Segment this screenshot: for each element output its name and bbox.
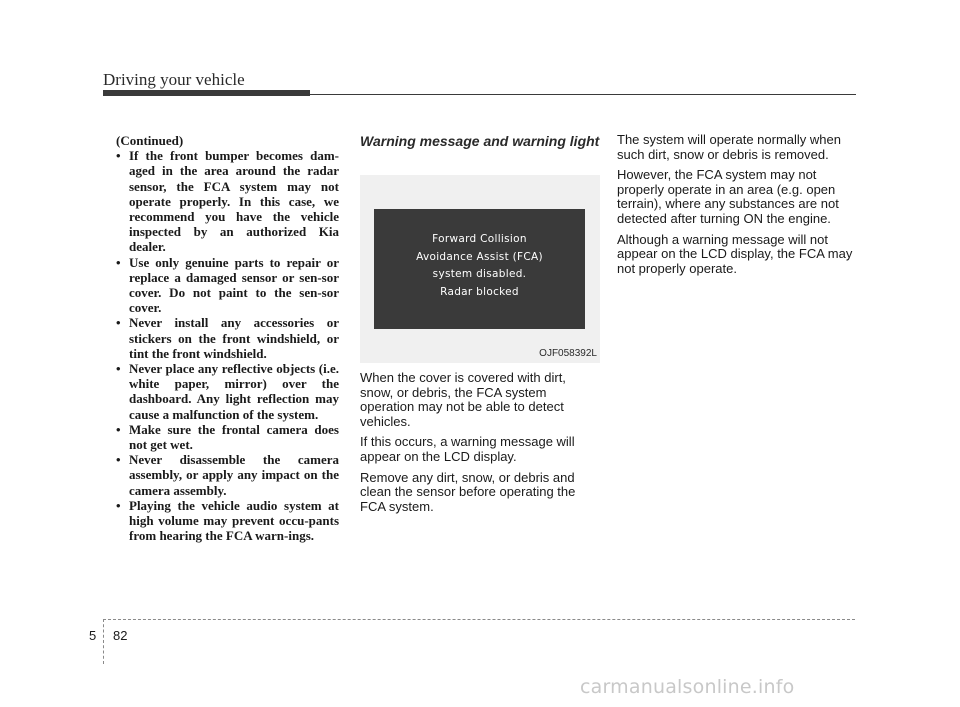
bullet-item: • Never install any accessories or stickers on the front windshield, or tint the front windshield. [116, 315, 339, 361]
caution-bullet-list [116, 148, 339, 543]
paragraph: Although a warning message will not appear on the LCD display, the FCA may not properly operate. [617, 231, 853, 276]
header-rule-thick [103, 90, 310, 96]
paragraph: When the cover is covered with dirt, snow, or debris, the FCA system operation may not be able to detect vehicles. [360, 370, 566, 429]
paragraph: However, the FCA system may not properly operate in an area (e.g. open terrain), where any substances are not detected after turning ON the engine. [617, 167, 839, 226]
left-column [116, 133, 339, 543]
page-number: 82 [113, 628, 128, 643]
bullet-item: • Never place any reflective objects (i.e. white paper, mirror) over the dashboard. Any light reflection may cause a malfunction of the system. [116, 361, 339, 422]
continued-label: (Continued) [116, 133, 184, 148]
footer-rule [103, 619, 855, 620]
page-header-title: Driving your vehicle [103, 70, 245, 89]
bullet-item: • If the front bumper becomes dam-aged in the area around the radar sensor, the FCA system may not operate properly. In this case, we recommend you have the vehicle inspected by an authorized Kia dealer. [116, 148, 339, 254]
bullet-item: • Use only genuine parts to repair or replace a damaged sensor or sen-sor cover. Do not paint to the sen-sor cover. [116, 255, 339, 316]
paragraph: The system will operate normally when such dirt, snow or debris is removed. [617, 132, 841, 162]
lcd-line: Avoidance Assist (FCA) [416, 250, 543, 263]
lcd-line: Forward Collision [432, 233, 527, 245]
footer-divider [103, 619, 104, 664]
middle-body [360, 371, 600, 520]
header-rule-thin [310, 94, 856, 95]
lcd-message [374, 231, 585, 301]
figure-code: OJF058392L [539, 348, 597, 359]
section-heading: Warning message and warning light [360, 133, 600, 149]
right-column [617, 133, 857, 282]
paragraph: Remove any dirt, snow, or debris and clean the sensor before operating the FCA system. [360, 469, 576, 514]
paragraph: If this occurs, a warning message will appear on the LCD display. [360, 434, 575, 464]
lcd-line: system disabled. [432, 268, 527, 280]
bullet-item: • Playing the vehicle audio system at high volume may prevent occu-pants from hearing the FCA warn-ings. [116, 498, 339, 544]
bullet-item: • Make sure the frontal camera does not get wet. [116, 422, 339, 452]
lcd-line: Radar blocked [440, 285, 519, 298]
middle-column [360, 133, 600, 514]
chapter-number: 5 [89, 628, 97, 643]
lcd-figure [360, 175, 600, 363]
bullet-item: • Never disassemble the camera assembly, or apply any impact on the camera assembly. [116, 452, 339, 498]
watermark: carmanualsonline.info [580, 676, 795, 698]
lcd-display [374, 209, 585, 329]
